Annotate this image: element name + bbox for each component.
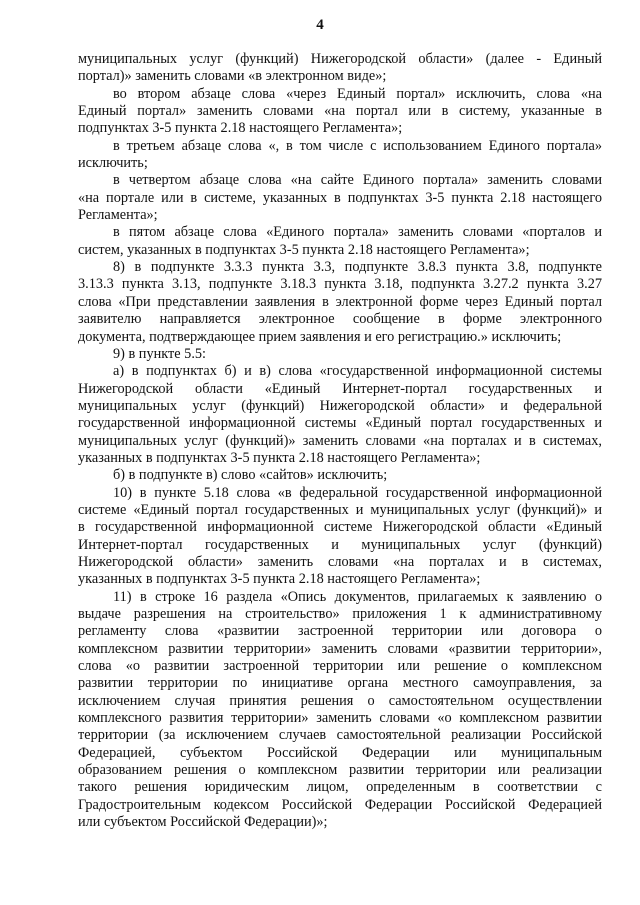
paragraph [78, 224, 602, 259]
paragraph [78, 467, 602, 484]
text-line: указанных в подпунктах 3-5 пункта 2.18 настоящего Регламента»; [78, 449, 481, 466]
text-line: государственной информационной системы «Единый портал государственных и [78, 415, 602, 432]
document-body [78, 51, 602, 831]
text-line: слова «При представлении заявления в электронной форме через Единый портал [78, 293, 602, 310]
paragraph [78, 86, 602, 138]
text-line: подпунктах 3-5 пункта 2.18 настоящего Регламента»; [78, 120, 403, 137]
text-line: развитии территории по инициативе органа местного самоуправления, за [78, 675, 602, 692]
text-line: Федерацией, субъектом Российской Федерации или муниципальным [78, 744, 602, 761]
text-line: заявителю направляется электронное сообщение в форме электронного [78, 311, 602, 328]
text-line: муниципальных услуг (функций)» заменить словами «на порталах и в системах, [78, 432, 602, 449]
text-line: Нижегородской области» заменить словами «на порталах и в системах, [78, 553, 602, 570]
text-line: исключить; [78, 155, 148, 172]
text-line: муниципальных услуг (функций) Нижегородской области» (далее - Единый [78, 51, 602, 67]
text-line: или субъектом Российской Федерации)»; [78, 814, 328, 831]
text-line: б) в подпункте в) слово «сайтов» исключить; [113, 467, 388, 484]
paragraph [78, 363, 602, 467]
text-line: 9) в пункте 5.5: [113, 345, 207, 362]
text-line: слова «о развитии застроенной территории или решение о комплексном [78, 658, 602, 675]
text-line: в пятом абзаце слова «Единого портала» заменить словами «порталов и [113, 224, 602, 241]
text-line: в государственной информационной системе Нижегородской области «Единый [78, 519, 602, 536]
text-line: Градостроительным кодексом Российской Федерации Российской Федерацией [78, 796, 602, 813]
text-line: 8) в подпункте 3.3.3 пункта 3.3, подпункте 3.8.3 пункта 3.8, подпункте [113, 259, 602, 276]
paragraph [78, 172, 602, 224]
text-line: систем, указанных в подпунктах 3-5 пункта 2.18 настоящего Регламента»; [78, 241, 530, 258]
text-line: такого решения юридическим лицом, определенным в соответствии с [78, 779, 602, 796]
text-line: комплексного развития территории» заменить словами «о комплексном развитии [78, 710, 602, 727]
text-line: образованием решения о комплексном развитии территории или реализации [78, 762, 602, 779]
text-line: муниципальных услуг (функций) Нижегородской области» и федеральной [78, 397, 602, 414]
paragraph [78, 589, 602, 832]
text-line: портал)» заменить словами «в электронном виде»; [78, 68, 387, 85]
text-line: в четвертом абзаце слова «на сайте Единого портала» заменить словами [113, 172, 602, 189]
text-line: Нижегородской области «Единый Интернет-портал государственных и [78, 380, 602, 397]
text-line: в третьем абзаце слова «, в том числе с использованием Единого портала» [113, 137, 602, 154]
text-line: системе «Единый портал государственных и муниципальных услуг (функций)» и [78, 501, 602, 518]
text-line: «на портале или в системе, указанных в подпунктах 3-5 пункта 2.18 настоящего [78, 189, 602, 206]
text-line: Регламента»; [78, 207, 158, 224]
text-line: 11) в строке 16 раздела «Опись документов, прилагаемых к заявлению о [113, 588, 602, 605]
text-line: Интернет-портал государственных и муниципальных услуг (функций) [78, 536, 602, 553]
paragraph [78, 138, 602, 173]
paragraph [78, 51, 602, 86]
text-line: указанных в подпунктах 3-5 пункта 2.18 настоящего Регламента»; [78, 571, 481, 588]
text-line: регламенту слова «развитии застроенной территории или договора о [78, 623, 602, 640]
text-line: а) в подпунктах б) и в) слова «государственной информационной системы [113, 363, 602, 380]
page-number: 4 [316, 17, 324, 33]
paragraph [78, 346, 602, 363]
text-line: выдаче разрешения на строительство» приложения 1 к административному [78, 606, 602, 622]
text-line: исключением случая принятия решения о самостоятельном осуществлении [78, 692, 602, 709]
text-line: документа, подтверждающее прием заявления и его регистрацию.» исключить; [78, 328, 562, 345]
text-line: 3.13.3 пункта 3.13, подпункте 3.18.3 пункта 3.18, подпункта 3.27.2 пункта 3.27 [78, 276, 602, 293]
paragraph [78, 259, 602, 346]
text-line: комплексном развитии территории» заменить словами «развитии территории», [78, 640, 602, 657]
text-line: 10) в пункте 5.18 слова «в федеральной государственной информационной [113, 484, 602, 501]
text-line: во втором абзаце слова «через Единый портал» исключить, слова «на [113, 85, 602, 102]
paragraph [78, 485, 602, 589]
text-line: территории (за исключением случаев самостоятельной реализации Российской [78, 727, 602, 744]
text-line: Единый портал» заменить словами «на портал или в систему, указанные в [78, 103, 602, 120]
